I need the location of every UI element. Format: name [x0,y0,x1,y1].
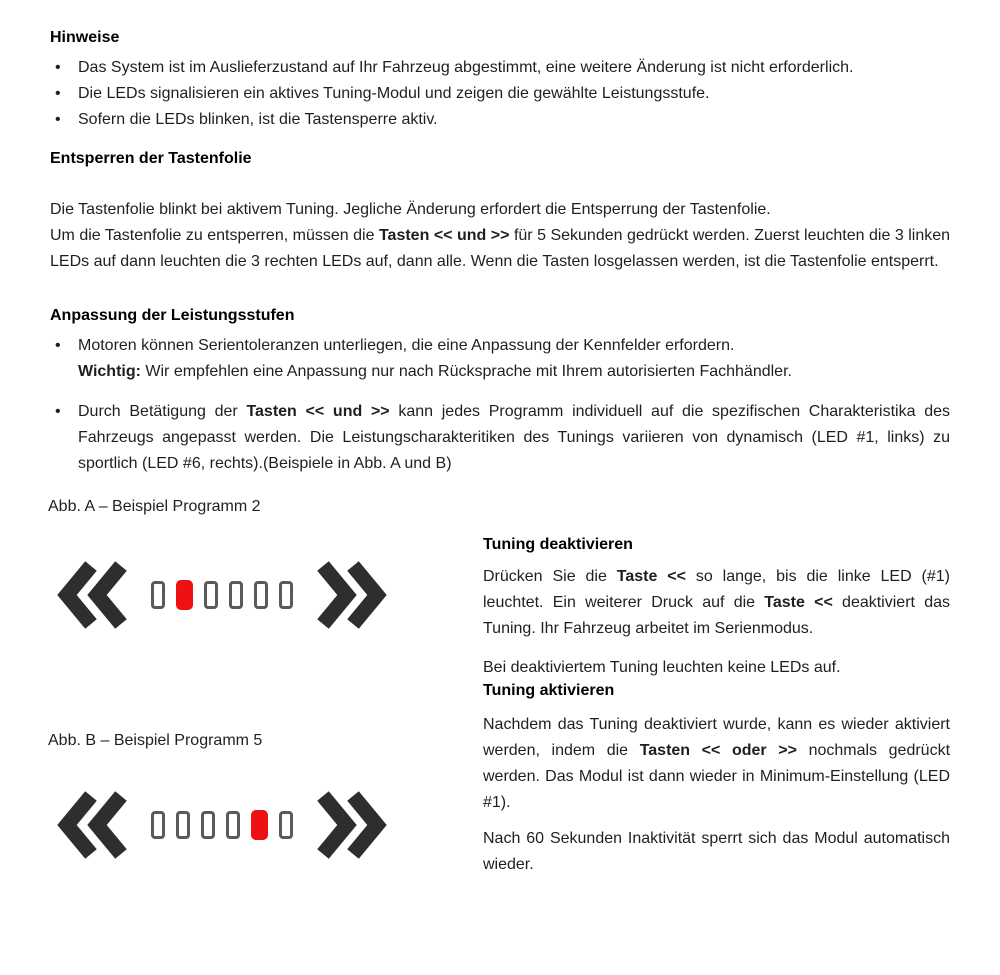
text-run: für 5 Sekunden gedrückt werden. Zuerst leuchten die 3 linken LEDs auf dann leuchten die 3 rechten LEDs auf, dann alle. Wenn die Tasten losgelassen werden, ist die Tastenfolie entsperrt. [50,227,951,270]
led-active [251,810,268,840]
deactivate-paragraph [483,564,950,642]
deactivate-note [483,655,950,681]
anpassung-bullet-list [50,333,950,477]
hinweise-title: Hinweise [50,29,120,46]
led-indicator [279,581,293,609]
led-indicator [279,811,293,839]
text-run: kann jedes Programm individuell auf die spezifischen Charakteristika des Fahrzeugs angepasst werden. Die Leistungscharakteritiken des Tunings variieren von dynamisch (LED #1, links) zu sportlich (LED #6, rechts).(Beispiele in Abb. A und B) [78,403,951,472]
anpassung-title: Anpassung der Leistungsstufen [50,307,295,324]
entsperren-paragraph [50,197,950,275]
figure-b-caption: Abb. B – Beispiel Programm 5 [48,732,263,749]
text-run: Durch Betätigung der [78,403,247,420]
bullet-item [50,107,950,133]
figure-a-led-display [58,555,483,635]
figure-a-caption: Abb. A – Beispiel Programm 2 [48,498,261,515]
text-run: Die LEDs signalisieren ein aktives Tuning-Modul und zeigen die gewählte Leistungsstufe. [78,85,710,102]
bold-text-run: Tasten << oder >> [639,742,797,759]
text-run: Nach 60 Sekunden Inaktivität sperrt sich das Modul automatisch wieder. [483,830,950,873]
section-anpassung [50,306,950,477]
text-run: Um die Tastenfolie zu entsperren, müssen die [50,227,379,244]
section-hinweise [50,28,950,133]
led-indicator [254,581,268,609]
chevron-right-double-icon [314,791,386,859]
deactivate-title: Tuning deaktivieren [483,536,633,553]
activate-paragraph [483,712,950,816]
bold-text-run: Tasten << und >> [378,227,510,244]
bullet-text [78,85,709,102]
figure-b-led-display [58,785,483,865]
led-indicator [201,811,215,839]
timeout-note [483,826,950,878]
bullet-item [50,81,950,107]
chevron-right-double-icon [314,561,386,629]
text-run: so lange, bis die linke LED (#1) leuchtet. Ein weiterer Druck auf die [483,568,951,611]
led-indicator [151,811,165,839]
bold-text-run: Taste << [764,594,833,611]
bullet-marker: • [55,85,61,102]
bullet-item [50,399,950,477]
text-run: Motoren können Serientoleranzen unterliegen, die eine Anpassung der Kennfelder erfordern. [78,337,735,354]
led-row [151,810,293,840]
figures-and-instructions [50,497,950,878]
led-active [176,580,193,610]
bold-text-run: Taste << [616,568,686,585]
bullet-text [78,111,438,128]
text-run: Sofern die LEDs blinken, ist die Tastensperre aktiv. [78,111,438,128]
text-run: nochmals gedrückt werden. Das Modul ist dann wieder in Minimum-Einstellung (LED #1). [483,742,951,811]
entsperren-title: Entsperren der Tastenfolie [50,150,252,167]
led-indicator [226,811,240,839]
bullet-item [50,333,950,385]
text-run: deaktiviert das Tuning. Ihr Fahrzeug arbeitet im Serienmodus. [483,594,950,637]
bullet-text [78,59,853,76]
bold-text-run: Wichtig: [78,363,141,380]
activate-title: Tuning aktivieren [483,682,615,699]
bullet-marker: • [55,59,61,76]
chevron-left-double-icon [58,791,130,859]
bullet-text [78,337,792,380]
text-run: Drücken Sie die [483,568,617,585]
section-entsperren [50,149,950,275]
chevron-left-double-icon [58,561,130,629]
bold-text-run: Tasten << und >> [246,403,390,420]
bullet-marker: • [55,111,61,128]
figures-column [50,497,483,878]
text-run: Bei deaktiviertem Tuning leuchten keine LEDs auf. [483,659,841,676]
bullet-text [78,403,950,472]
text-run: Die Tastenfolie blinkt bei aktivem Tuning. Jegliche Änderung erfordert die Entsperrung der Tastenfolie. [50,201,771,218]
text-run: Wir empfehlen eine Anpassung nur nach Rücksprache mit Ihrem autorisierten Fachhändler. [140,363,792,380]
bullet-item [50,55,950,81]
text-run: Nachdem das Tuning deaktiviert wurde, kann es wieder aktiviert werden, indem die [483,716,950,759]
bullet-marker: • [55,403,61,420]
instructions-column [483,497,950,878]
text-run: Das System ist im Auslieferzustand auf Ihr Fahrzeug abgestimmt, eine weitere Änderung ist nicht erforderlich. [78,59,854,76]
bullet-marker: • [55,337,61,354]
led-indicator [176,811,190,839]
led-indicator [204,581,218,609]
led-indicator [229,581,243,609]
led-indicator [151,581,165,609]
led-row [151,580,293,610]
hinweise-bullet-list [50,55,950,133]
